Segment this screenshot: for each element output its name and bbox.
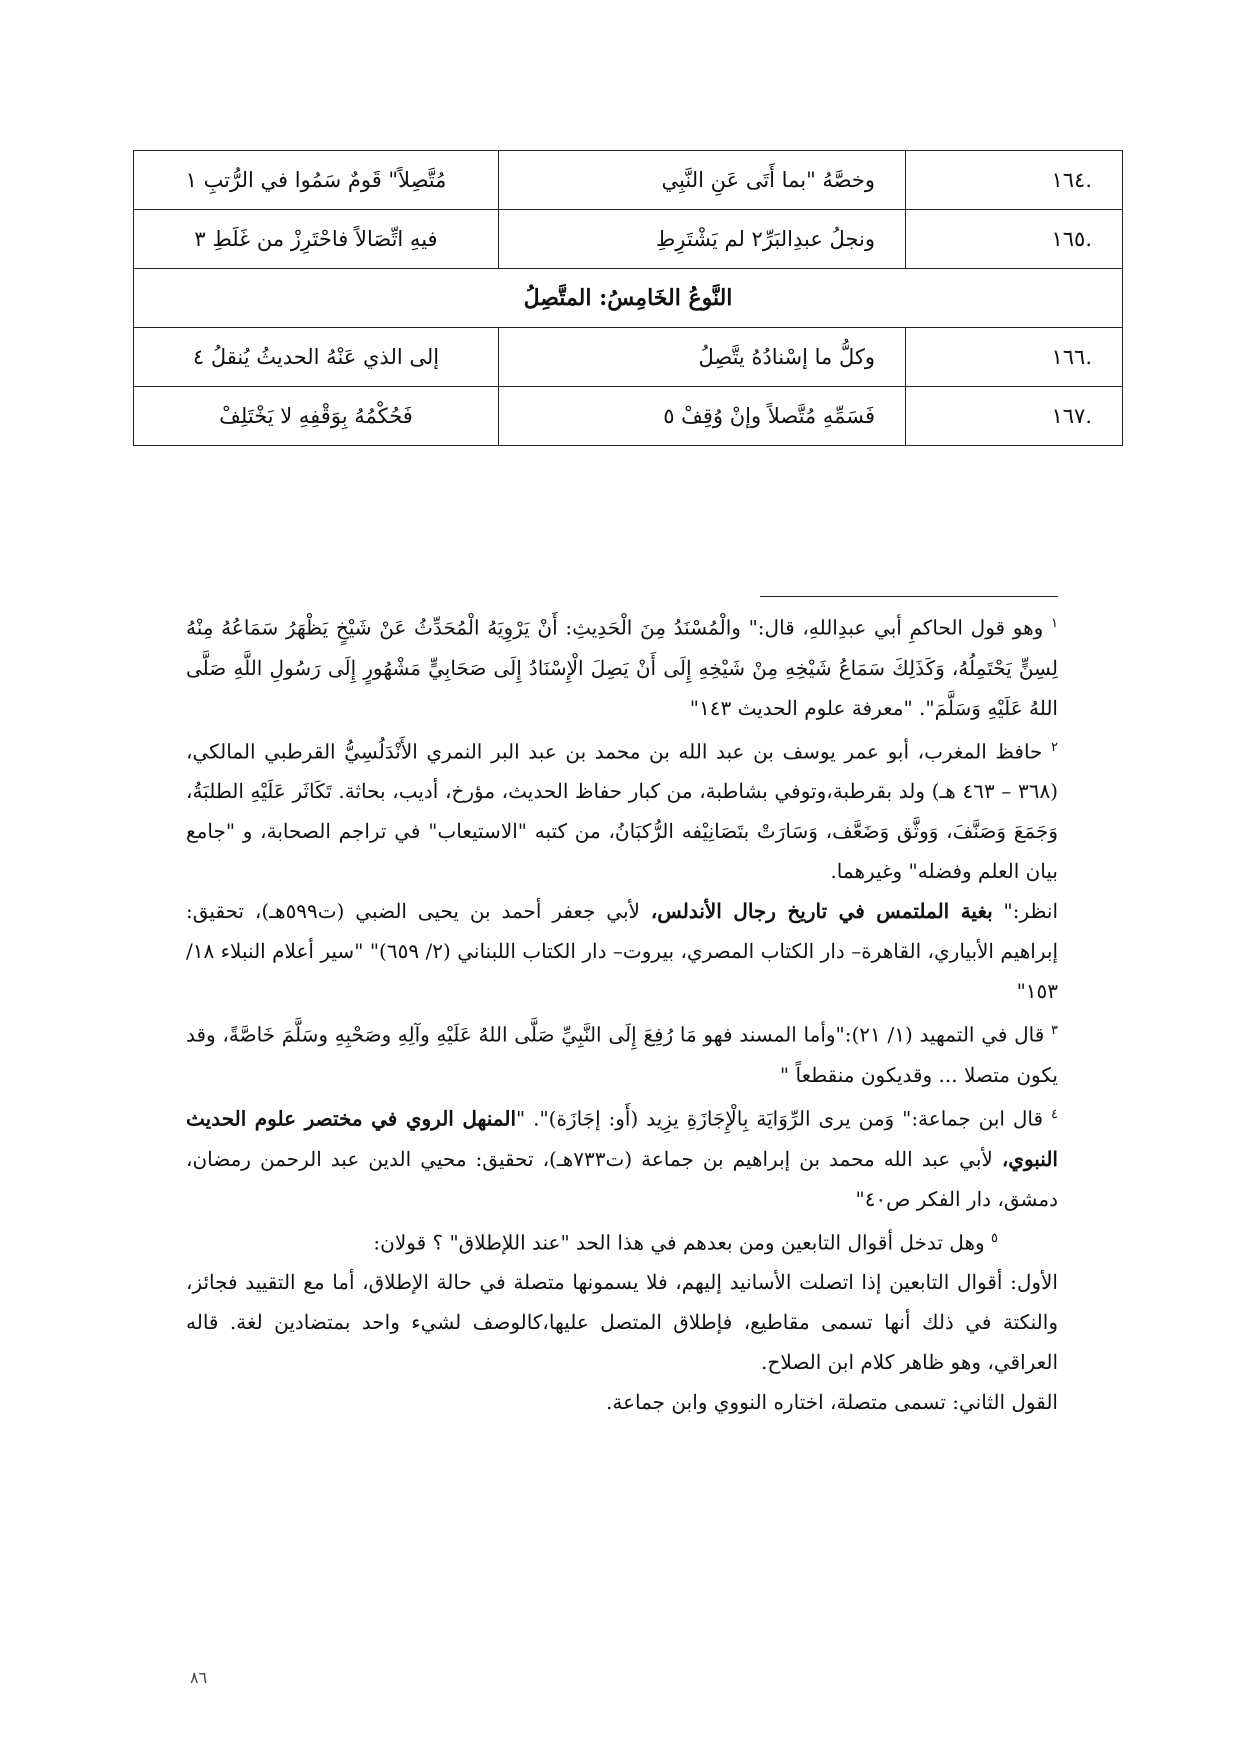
verse-number: .١٦٧ — [906, 387, 1123, 446]
reference-title: بغية الملتمس في تاريخ رجال الأندلس، — [650, 899, 993, 924]
verse-second-hemistich: فيهِ اتِّصَالاً فاحْتَرِزْ من غَلَطِ ٣ — [134, 210, 499, 269]
footnote-2-reference — [186, 891, 1058, 1011]
verse-row — [134, 328, 1123, 387]
reference-rest: لأبي جعفر أحمد بن يحيى الضبي (ت٥٩٩هـ)، تحقيق: إبراهيم الأبياري، القاهرة– دار الكتاب المصري، بيروت– دار الكتاب اللبناني (٢/ ٦٥٩)" "سير أعلام النبلاء ١٨/ ١٥٣" — [186, 899, 1059, 1004]
verses-table — [133, 150, 1123, 446]
verse-first-hemistich: وكلُّ ما إسْنادُهُ يتَّصِلُ — [499, 328, 906, 387]
footnote-marker: ٣ — [1051, 1023, 1058, 1039]
footnote-1 — [186, 604, 1058, 728]
verse-number: .١٦٤ — [906, 151, 1123, 210]
footnote-text: وهل تدخل أقوال التابعين ومن بعدهم في هذا الحد "عند اللإطلاق" ؟ قولان: — [373, 1230, 985, 1255]
footnote-marker: ٥ — [991, 1230, 998, 1246]
reference-rest: لأبي عبد الله محمد بن إبراهيم بن جماعة (ت٧٣٣هـ)، تحقيق: محيي الدين عبد الرحمن رمضان، دمشق، دار الفكر ص٤٠" — [186, 1146, 1058, 1211]
footnote-separator — [760, 596, 1058, 597]
footnote-marker: ١ — [1051, 616, 1058, 631]
section-heading: النَّوعُ الخَامِسُ: المتَّصِلُ — [134, 269, 1123, 328]
footnote-text: قال في التمهيد (١/ ٢١):"وأما المسند فهو مَا رُفِعَ إِلَى النَّبِيِّ صَلَّى اللهُ عَلَيْهِ وآلِهِ وصَحْبِهِ وسَلَّمَ خَاصَّةً، وقد يكون متصلا ... وقديكون منقطعاً " — [186, 1022, 1058, 1087]
footnote-2 — [186, 728, 1058, 892]
verse-second-hemistich: فَحُكْمُهُ بِوَقْفِهِ لا يَخْتَلِفْ — [134, 387, 499, 446]
verse-number: .١٦٥ — [906, 210, 1123, 269]
page-number: ٨٦ — [190, 1668, 208, 1687]
footnote-5 — [186, 1219, 1058, 1263]
footnote-text: وهو قول الحاكمِ أبي عبدِاللهِ، قال:" والْمُسْنَدُ مِنَ الْحَدِيثِ: أَنْ يَرْوِيَهُ الْمُحَدِّثُ عَنْ شَيْخٍ يَظْهَرُ سَمَاعُهُ مِنْهُ لِسِنٍّ يَحْتَمِلُهُ، وَكَذَلِكَ سَمَاعُ شَيْخِهِ مِنْ شَيْخِهِ إِلَى أَنْ يَصِلَ الْإِسْنَادُ إِلَى صَحَابِيٍّ مَشْهُورٍ إِلَى رَسُولِ اللَّهِ صَلَّى اللهُ عَلَيْهِ وَسَلَّمَ". "معرفة علوم الحديث ١٤٣" — [186, 615, 1058, 720]
footnote-marker: ٢ — [1051, 739, 1058, 755]
verse-row — [134, 387, 1123, 446]
verse-second-hemistich: إلى الذي عَنْهُ الحديثُ يُنقلُ ٤ — [134, 328, 499, 387]
reference-prefix: قال ابن جماعة:" وَمن يرى الرِّوَايَة بِالْإِجَازَةِ يزِيد (أَو: إجَازَة)". " — [516, 1106, 1044, 1131]
section-heading-row — [134, 269, 1123, 328]
verse-first-hemistich: فَسَمِّهِ مُتَّصلاً وإنْ وُقِفْ ٥ — [499, 387, 906, 446]
footnote-5-second-opinion: القول الثاني: تسمى متصلة، اختاره النووي وابن جماعة. — [606, 1390, 1058, 1415]
reference-title: المنهل الروي في مختصر علوم الحديث النبوي، — [186, 1106, 1058, 1171]
verse-row — [134, 151, 1123, 210]
footnote-3 — [186, 1011, 1058, 1095]
verse-first-hemistich: وخصَّهُ "بما أَتَى عَنِ النَّبِي — [499, 151, 906, 210]
footnote-5-first-opinion: الأول: أقوال التابعين إذا اتصلت الأسانيد إليهم، فلا يسمونها متصلة في حالة الإطلاق، أما مع التقييد فجائز، والنكتة في ذلك أنها تسمى مقاطيع، فإطلاق المتصل عليها،كالوصف لشيء واحد بمتضادين لغة. قاله العراقي، وهو ظاهر كلام ابن الصلاح. — [186, 1270, 1058, 1375]
verse-number: .١٦٦ — [906, 328, 1123, 387]
footnote-4 — [186, 1095, 1058, 1219]
footnote-marker: ٤ — [1051, 1106, 1058, 1122]
footnotes — [186, 604, 1058, 1422]
verse-first-hemistich: ونجلُ عبدِالبَرِّ٢ لم يَشْتَرِطِ — [499, 210, 906, 269]
verse-row — [134, 210, 1123, 269]
footnote-text: حافظ المغرب، أبو عمر يوسف بن عبد الله بن محمد بن عبد البر النمري الأَنْدَلُسِيُّ القرطبي المالكي، (٣٦٨ – ٤٦٣ هـ) ولد بقرطبة،وتوفي بشاطبة، من كبار حفاظ الحديث، مؤرخ، أديب، بحاثة. تَكَاثَر عَلَيْهِ الطلبَةُ، وَجَمَعَ وَصَنَّفَ، وَوثَّق وَضَعَّف، وَسَارَتْ بتَصَانِيْفه الرُّكبَانُ، من كتبه "الاستيعاب" في تراجم الصحابة، و "جامع بيان العلم وفضله" وغيرهما. — [186, 739, 1059, 884]
verse-second-hemistich: مُتَّصِلاً" قَومٌ سَمُوا في الرُّتبِ ١ — [134, 151, 499, 210]
reference-prefix: انظر:" — [992, 899, 1059, 924]
